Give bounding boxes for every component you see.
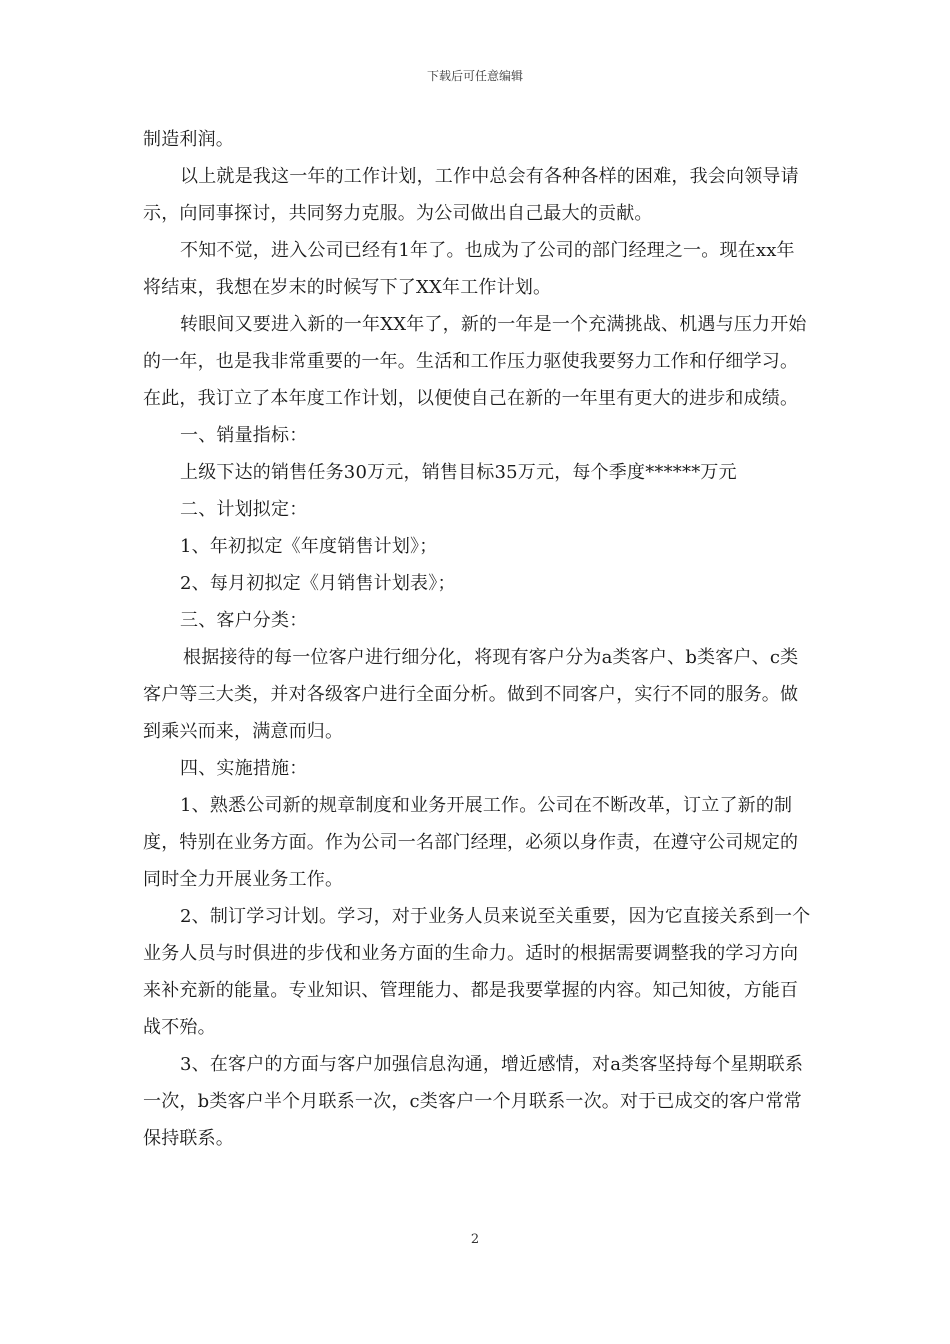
section-heading: 二、计划拟定： bbox=[180, 499, 308, 520]
section-heading: 四、实施措施： bbox=[180, 758, 308, 779]
paragraph: 以上就是我这一年的工作计划，工作中总会有各种各样的困难，我会向领导请示，向同事探讨，共同努力克服。为公司做出自己最大的贡献。 bbox=[143, 166, 799, 224]
paragraph: 根据接待的每一位客户进行细分化，将现有客户分为a类客户、b类客户、c类客户等三大类，并对各级客户进行全面分析。做到不同客户，实行不同的服务。做到乘兴而来，满意而归。 bbox=[143, 647, 799, 742]
paragraph: 转眼间又要进入新的一年XX年了，新的一年是一个充满挑战、机遇与压力开始的一年，也是我非常重要的一年。生活和工作压力驱使我要努力工作和仔细学习。在此，我订立了本年度工作计划，以便使自己在新的一年里有更大的进步和成绩。 bbox=[143, 314, 807, 409]
paragraph: 制造利润。 bbox=[143, 129, 234, 150]
list-item: 1、年初拟定《年度销售计划》； bbox=[180, 536, 438, 557]
section-heading: 三、客户分类： bbox=[180, 610, 308, 631]
page-number: 2 bbox=[470, 1232, 480, 1247]
list-item: 2、制订学习计划。学习，对于业务人员来说至关重要，因为它直接关系到一个业务人员与时俱进的步伐和业务方面的生命力。适时的根据需要调整我的学习方向来补充新的能量。专业知识、管理能力、都是我要掌握的内容。知己知彼，方能百战不殆。 bbox=[143, 906, 811, 1038]
paragraph: 上级下达的销售任务30万元，销售目标35万元，每个季度******万元 bbox=[180, 462, 737, 483]
page-header: 下载后可任意编辑 bbox=[426, 69, 523, 83]
document-body bbox=[143, 121, 811, 1157]
list-item: 3、在客户的方面与客户加强信息沟通，增近感情，对a类客坚持每个星期联系一次，b类客户半个月联系一次，c类客户一个月联系一次。对于已成交的客户常常保持联系。 bbox=[143, 1054, 804, 1149]
list-item: 2、每月初拟定《月销售计划表》； bbox=[180, 573, 456, 594]
list-item: 1、熟悉公司新的规章制度和业务开展工作。公司在不断改革，订立了新的制度，特别在业务方面。作为公司一名部门经理，必须以身作责，在遵守公司规定的同时全力开展业务工作。 bbox=[143, 795, 799, 890]
paragraph: 不知不觉，进入公司已经有1年了。也成为了公司的部门经理之一。现在xx年将结束，我想在岁末的时候写下了XX年工作计划。 bbox=[143, 240, 795, 298]
section-heading: 一、销量指标： bbox=[180, 425, 308, 446]
